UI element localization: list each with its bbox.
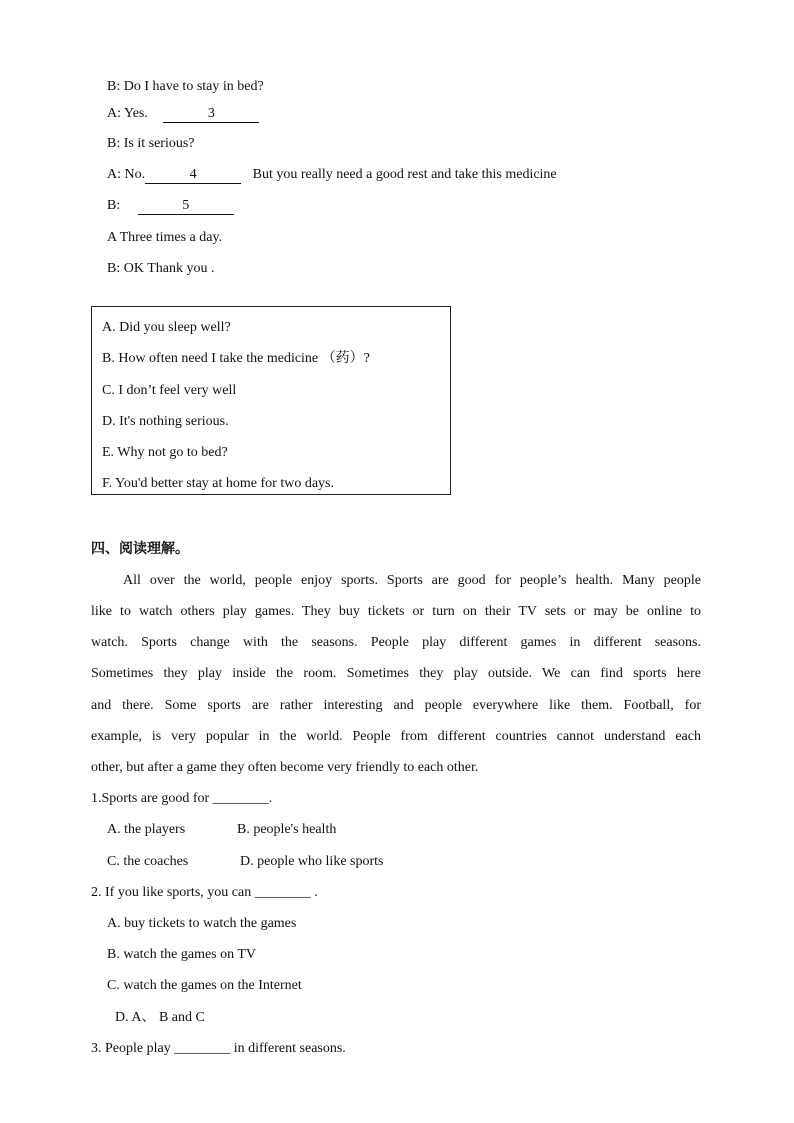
dialogue-line-7: B: OK Thank you . [107,261,215,276]
question-2-choice-b[interactable]: B. watch the games on TV [107,947,257,962]
dialogue-line-5 [107,197,234,215]
question-1: 1.Sports are good for ________. [91,791,273,806]
dialogue-line-6: A Three times a day. [107,230,223,245]
dialogue-line-1: B: Do I have to stay in bed? [107,79,264,94]
answer-blank-4[interactable]: 4 [145,167,241,184]
passage-line-5: and there. Some sports are rather interesting and people everywhere like them. Football, for [91,698,701,713]
question-2-choice-d[interactable]: D. A、 B and C [115,1010,205,1025]
dialogue-line-3: B: Is it serious? [107,136,195,151]
option-c: C. I don’t feel very well [102,383,237,398]
section-title: 四、阅读理解。 [91,541,189,557]
dialogue-line-4-prefix: A: No. [107,167,146,182]
option-f: F. You'd better stay at home for two days. [102,476,334,491]
dialogue-line-2-prefix: A: Yes. [107,106,148,121]
option-a: A. Did you sleep well? [102,320,231,335]
question-1-choice-b[interactable]: B. people's health [237,822,337,837]
dialogue-line-2 [107,105,259,123]
option-e: E. Why not go to bed? [102,445,228,460]
answer-blank-3[interactable]: 3 [163,106,259,123]
dialogue-line-4 [107,166,557,184]
option-b: B. How often need I take the medicine （药）? [102,351,370,366]
question-1-choice-a[interactable]: A. the players [107,822,186,837]
question-1-choice-d[interactable]: D. people who like sports [240,854,384,869]
question-2-choice-a[interactable]: A. buy tickets to watch the games [107,916,297,931]
passage-line-3: watch. Sports change with the seasons. People play different games in different seasons. [91,635,701,650]
options-box [91,306,451,495]
answer-blank-5[interactable]: 5 [138,198,234,215]
passage-line-6: example, is very popular in the world. People from different countries cannot understand each [91,729,701,744]
question-2-choice-c[interactable]: C. watch the games on the Internet [107,978,302,993]
passage-line-1: All over the world, people enjoy sports. Sports are good for people’s health. Many people [123,573,701,588]
dialogue-line-4-suffix: But you really need a good rest and take this medicine [252,167,557,182]
passage-line-4: Sometimes they play inside the room. Sometimes they play outside. We can find sports here [91,666,701,681]
passage-line-7: other, but after a game they often become very friendly to each other. [91,760,479,775]
passage-line-2: like to watch others play games. They buy tickets or turn on their TV sets or may be online to [91,604,701,619]
dialogue-line-5-prefix: B: [107,198,121,213]
question-3: 3. People play ________ in different seasons. [91,1041,346,1056]
question-1-choice-c[interactable]: C. the coaches [107,854,189,869]
option-d: D. It's nothing serious. [102,414,229,429]
question-2: 2. If you like sports, you can ________ . [91,885,318,900]
